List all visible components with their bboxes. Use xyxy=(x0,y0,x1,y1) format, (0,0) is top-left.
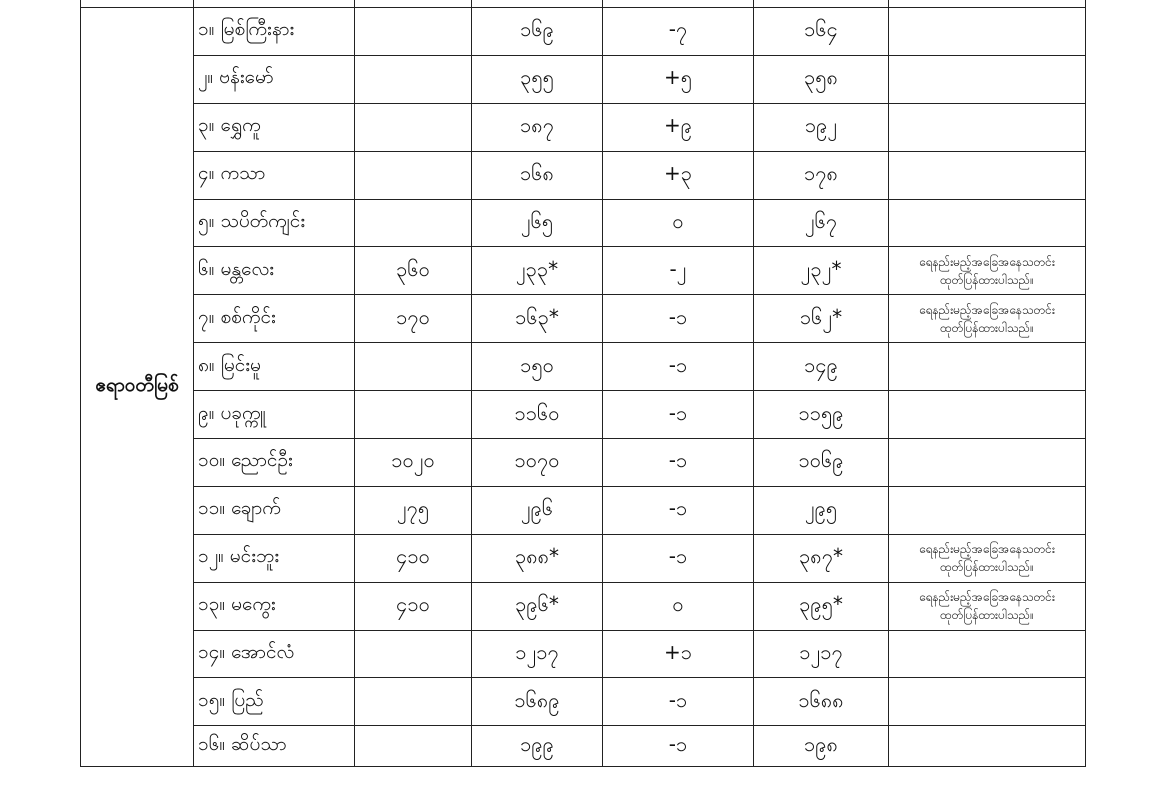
level-yesterday-cell: ၁၀၇၀ xyxy=(472,439,603,487)
level-today-cell: ၁၀၆၉ xyxy=(754,439,889,487)
danger-level-cell xyxy=(355,630,472,678)
danger-level-cell: ၄၁၀ xyxy=(355,582,472,630)
table-row xyxy=(81,726,1086,767)
danger-level-cell: ၁၇၀ xyxy=(355,295,472,343)
station-name-cell: ၆။ မန္တလေး xyxy=(194,247,355,295)
remark-line-1: ရေနည်းမည့်အခြေအနေသတင်း xyxy=(919,542,1055,557)
table-row xyxy=(81,247,1086,295)
level-today-cell: ၁၆၂* xyxy=(754,295,889,343)
station-name-cell: ၅။ သပိတ်ကျင်း xyxy=(194,199,355,247)
remark-cell xyxy=(889,151,1086,199)
remark-line-2: ထုတ်ပြန်ထားပါသည်။ xyxy=(940,320,1034,335)
danger-level-cell xyxy=(355,391,472,439)
level-change-cell: -၁ xyxy=(603,391,754,439)
remark-line-1: ရေနည်းမည့်အခြေအနေသတင်း xyxy=(919,590,1055,605)
danger-level-cell: ၄၁၀ xyxy=(355,534,472,582)
danger-level-cell xyxy=(355,8,472,56)
station-name-cell: ၄။ ကသာ xyxy=(194,151,355,199)
table-row xyxy=(81,55,1086,103)
level-today-cell: ၂၉၅ xyxy=(754,486,889,534)
table-row xyxy=(81,678,1086,726)
danger-level-cell xyxy=(355,199,472,247)
danger-level-cell: ၁၀၂၀ xyxy=(355,439,472,487)
remark-cell xyxy=(889,630,1086,678)
level-yesterday-cell: ၃၅၅ xyxy=(472,55,603,103)
remark-cell xyxy=(889,582,1086,630)
level-yesterday-cell: ၃၈၈* xyxy=(472,534,603,582)
level-today-cell: ၁၉၂ xyxy=(754,103,889,151)
station-name-cell: ၈။ မြင်းမူ xyxy=(194,343,355,391)
danger-level-cell: ၂၇၅ xyxy=(355,486,472,534)
level-change-cell: -၁ xyxy=(603,678,754,726)
level-change-cell: +၅ xyxy=(603,55,754,103)
level-yesterday-cell: ၁၆၈၉ xyxy=(472,678,603,726)
station-name-cell: ၇။ စစ်ကိုင်း xyxy=(194,295,355,343)
level-today-cell: ၁၁၅၉ xyxy=(754,391,889,439)
level-change-cell: -၇ xyxy=(603,8,754,56)
level-change-cell: -၁ xyxy=(603,295,754,343)
level-today-cell: ၃၉၅* xyxy=(754,582,889,630)
station-name-cell: ၁၆။ ဆိပ်သာ xyxy=(194,726,355,767)
table-cell xyxy=(889,0,1086,8)
remark-cell xyxy=(889,486,1086,534)
level-yesterday-cell: ၂၃၃* xyxy=(472,247,603,295)
station-name-cell: ၁၅။ ပြည် xyxy=(194,678,355,726)
danger-level-cell xyxy=(355,55,472,103)
station-name-cell: ၃။ ရွှေကူ xyxy=(194,103,355,151)
station-name-cell: ၁၃။ မကွေး xyxy=(194,582,355,630)
level-change-cell: ၀ xyxy=(603,199,754,247)
table-row xyxy=(81,391,1086,439)
level-change-cell: -၁ xyxy=(603,439,754,487)
level-today-cell: ၃၈၇* xyxy=(754,534,889,582)
level-yesterday-cell: ၂၉၆ xyxy=(472,486,603,534)
station-name-cell: ၉။ ပခုက္ကူ xyxy=(194,391,355,439)
remark-cell xyxy=(889,343,1086,391)
remark-line-1: ရေနည်းမည့်အခြေအနေသတင်း xyxy=(919,302,1055,317)
table-row xyxy=(81,582,1086,630)
level-change-cell: ၀ xyxy=(603,582,754,630)
level-change-cell: -၂ xyxy=(603,247,754,295)
level-today-cell: ၂၃၂* xyxy=(754,247,889,295)
level-today-cell: ၃၅၈ xyxy=(754,55,889,103)
table-row xyxy=(81,199,1086,247)
remark-line-1: ရေနည်းမည့်အခြေအနေသတင်း xyxy=(919,254,1055,269)
level-yesterday-cell: ၁၈၇ xyxy=(472,103,603,151)
remark-cell xyxy=(889,391,1086,439)
level-change-cell: +၉ xyxy=(603,103,754,151)
station-name-cell: ၁၄။ အောင်လံ xyxy=(194,630,355,678)
level-today-cell: ၁၉၈ xyxy=(754,726,889,767)
table-cell xyxy=(754,0,889,8)
table-cell xyxy=(603,0,754,8)
level-today-cell: ၁၆၄ xyxy=(754,8,889,56)
danger-level-cell xyxy=(355,678,472,726)
danger-level-cell xyxy=(355,151,472,199)
level-today-cell: ၁၆၈၈ xyxy=(754,678,889,726)
remark-cell xyxy=(889,103,1086,151)
table-row xyxy=(81,151,1086,199)
remark-cell xyxy=(889,534,1086,582)
level-change-cell: +၁ xyxy=(603,630,754,678)
water-level-table xyxy=(80,0,1086,767)
level-yesterday-cell: ၂၆၅ xyxy=(472,199,603,247)
level-yesterday-cell: ၁၆၈ xyxy=(472,151,603,199)
remark-cell xyxy=(889,295,1086,343)
remark-line-2: ထုတ်ပြန်ထားပါသည်။ xyxy=(940,608,1034,623)
level-yesterday-cell: ၁၉၉ xyxy=(472,726,603,767)
level-change-cell: -၁ xyxy=(603,534,754,582)
danger-level-cell: ၃၆၀ xyxy=(355,247,472,295)
level-yesterday-cell: ၁၅၀ xyxy=(472,343,603,391)
level-yesterday-cell: ၁၆၃* xyxy=(472,295,603,343)
level-today-cell: ၁၇၈ xyxy=(754,151,889,199)
table-row xyxy=(81,343,1086,391)
remark-cell xyxy=(889,55,1086,103)
station-name-cell: ၂။ ဗန်းမော် xyxy=(194,55,355,103)
level-yesterday-cell: ၁၂၁၇ xyxy=(472,630,603,678)
river-name-cell: ဧရာဝတီမြစ် xyxy=(81,8,194,767)
remark-cell xyxy=(889,439,1086,487)
remark-line-2: ထုတ်ပြန်ထားပါသည်။ xyxy=(940,272,1034,287)
station-name-cell: ၁၁။ ချောက် xyxy=(194,486,355,534)
station-name-cell: ၁။ မြစ်ကြီးနား xyxy=(194,8,355,56)
level-today-cell: ၁၂၁၇ xyxy=(754,630,889,678)
table-row xyxy=(81,534,1086,582)
remark-cell xyxy=(889,199,1086,247)
level-yesterday-cell: ၃၉၆* xyxy=(472,582,603,630)
danger-level-cell xyxy=(355,726,472,767)
level-yesterday-cell: ၁၁၆၀ xyxy=(472,391,603,439)
table-row xyxy=(81,8,1086,56)
level-today-cell: ၁၄၉ xyxy=(754,343,889,391)
table-row xyxy=(81,295,1086,343)
table-cell xyxy=(81,0,194,8)
remark-cell xyxy=(889,247,1086,295)
level-change-cell: -၁ xyxy=(603,726,754,767)
level-yesterday-cell: ၁၆၉ xyxy=(472,8,603,56)
table-cell xyxy=(472,0,603,8)
danger-level-cell xyxy=(355,343,472,391)
table-row xyxy=(81,0,1086,8)
remark-cell xyxy=(889,726,1086,767)
level-change-cell: +၃ xyxy=(603,151,754,199)
table-row xyxy=(81,630,1086,678)
remark-cell xyxy=(889,678,1086,726)
table-cell xyxy=(194,0,355,8)
table-cell xyxy=(355,0,472,8)
table-row xyxy=(81,486,1086,534)
station-name-cell: ၁၂။ မင်းဘူး xyxy=(194,534,355,582)
level-today-cell: ၂၆၇ xyxy=(754,199,889,247)
table-row xyxy=(81,439,1086,487)
danger-level-cell xyxy=(355,103,472,151)
table-row xyxy=(81,103,1086,151)
level-change-cell: -၁ xyxy=(603,486,754,534)
remark-cell xyxy=(889,8,1086,56)
remark-line-2: ထုတ်ပြန်ထားပါသည်။ xyxy=(940,560,1034,575)
level-change-cell: -၁ xyxy=(603,343,754,391)
station-name-cell: ၁၀။ ညောင်ဦး xyxy=(194,439,355,487)
